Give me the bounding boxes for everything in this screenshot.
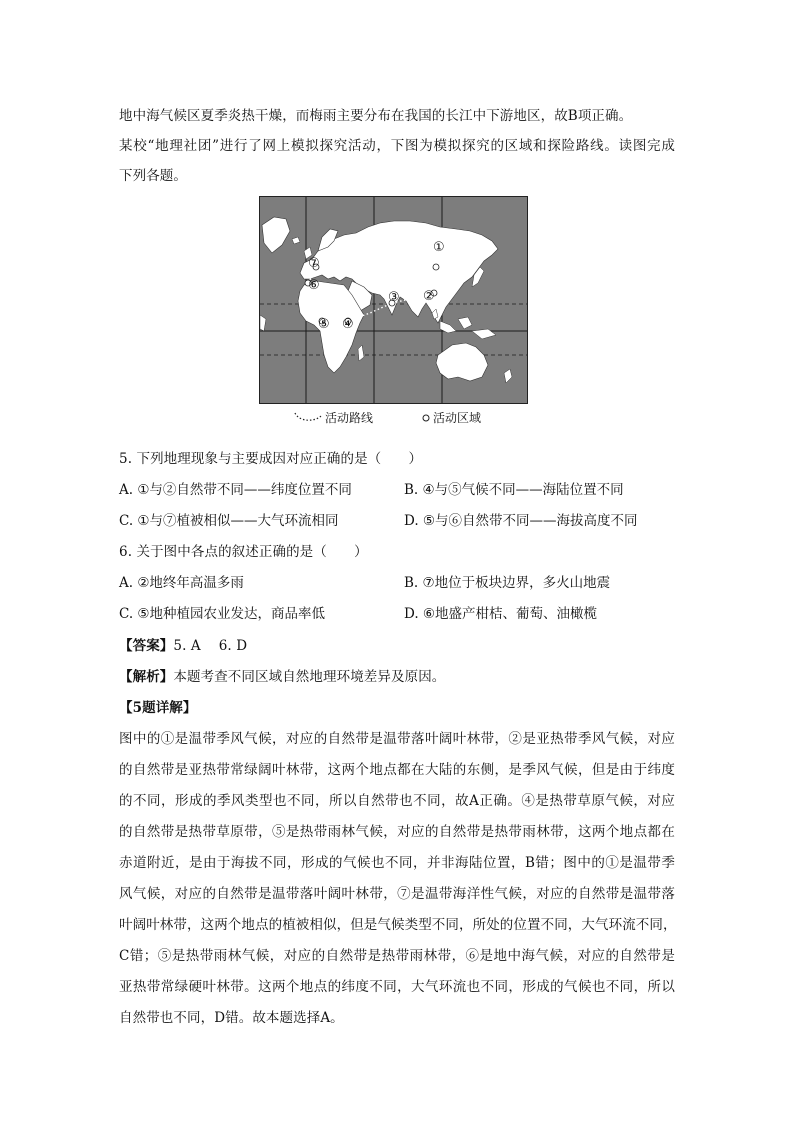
marker-label-7: ⑦ [308,256,320,271]
map-frame [259,196,528,404]
marker-label-1: ① [433,240,445,255]
marker-label-5: ⑤ [318,317,330,332]
map-legend [259,404,528,428]
q5-option-b: B. ④与⑤气候不同——海陆位置不同 [404,482,624,498]
answer-line [119,634,247,654]
marker-label-2: ② [423,289,435,304]
greenland-landmass [262,217,290,253]
detail-line-4: 的自然带是热带草原带，⑤是热带雨林气候，对应的自然带是热带雨林带，这两个地点都在 [119,824,675,840]
analysis-text: 本题考查不同区域自然地理环境差异及原因。 [173,669,446,685]
detail-line-8: C错；⑤是热带雨林气候，对应的自然带是热带雨林带，⑥是地中海气候，对应的自然带是 [119,948,675,964]
q5-stem: 5. 下列地理现象与主要成因对应正确的是（ ） [119,451,423,467]
world-map-figure [259,196,528,428]
analysis-line [119,665,445,685]
detail-line-6: 风气候，对应的自然带是温带落叶阔叶林带，⑦是温带海洋性气候，对应的自然带是温带落 [119,886,675,902]
detail-line-9: 亚热带常绿硬叶林带。这两个地点的纬度不同，大气环流也不同，形成的气候也不同，所以 [119,979,675,995]
q6-option-d: D. ⑥地盛产柑桔、葡萄、油橄榄 [404,606,598,622]
new-zealand-landmass [504,369,512,383]
detail-line-1: 图中的①是温带季风气候，对应的自然带是温带落叶阔叶林带，②是亚热带季风气候，对应 [119,731,675,747]
detail-line-3: 的不同，形成的季风类型也不同，所以自然带也不同，故A正确。④是热带草原气候，对应 [119,793,675,809]
analysis-label: 【解析】 [119,669,174,685]
legend-area-label: 活动区域 [433,411,482,425]
q5-option-c: C. ①与⑦植被相似——大气环流相同 [119,513,339,529]
intro-line-2: 某校“地理社团”进行了网上模拟探究活动，下图为模拟探究的区域和探险路线。读图完成 [119,138,675,154]
marker-label-6: ⑥ [308,278,320,293]
answer-label: 【答案】 [119,638,174,654]
marker-label-4: ④ [342,317,354,332]
q5-option-a: A. ①与②自然带不同——纬度位置不同 [119,482,352,498]
legend-route-label: 活动路线 [325,411,374,425]
route-legend-icon [293,410,323,424]
area-legend-icon [421,413,431,423]
answer-text: 5. A 6. D [173,638,248,654]
marker-label-3: ③ [388,290,400,305]
detail-line-5: 赤道附近，是由于海拔不同，形成的气候也不同，并非海陆位置，B错；图中的①是温带季 [119,855,675,871]
q6-stem: 6. 关于图中各点的叙述正确的是（ ） [119,544,368,560]
activity-area-1 [433,264,439,270]
detail-heading: 【5题详解】 [119,700,197,716]
australia-landmass [436,343,488,381]
q6-option-c: C. ⑤地种植园农业发达，商品率低 [119,606,326,622]
intro-line-3: 下列各题。 [119,168,187,184]
intro-line-1: 地中海气候区夏季炎热干燥，而梅雨主要分布在我国的长江中下游地区，故B项正确。 [119,108,633,124]
q6-option-b: B. ⑦地位于板块边界，多火山地震 [404,575,611,591]
americas-edge-landmass [260,315,266,331]
q6-option-a: A. ②地终年高温多雨 [119,575,244,591]
world-map [260,197,527,403]
q5-option-d: D. ⑤与⑥自然带不同——海拔高度不同 [404,513,638,529]
detail-line-10: 自然带也不同，D错。故本题选择A。 [119,1010,344,1026]
madagascar-landmass [358,345,364,361]
detail-line-2: 的自然带是亚热带常绿阔叶林带，这两个地点都在大陆的东侧，是季风气候，但是由于纬度 [119,762,675,778]
iceland-landmass [292,237,300,244]
detail-line-7: 叶阔叶林带，这两个地点的植被相似，但是气候类型不同，所处的位置不同，大气环流不同， [119,917,677,933]
